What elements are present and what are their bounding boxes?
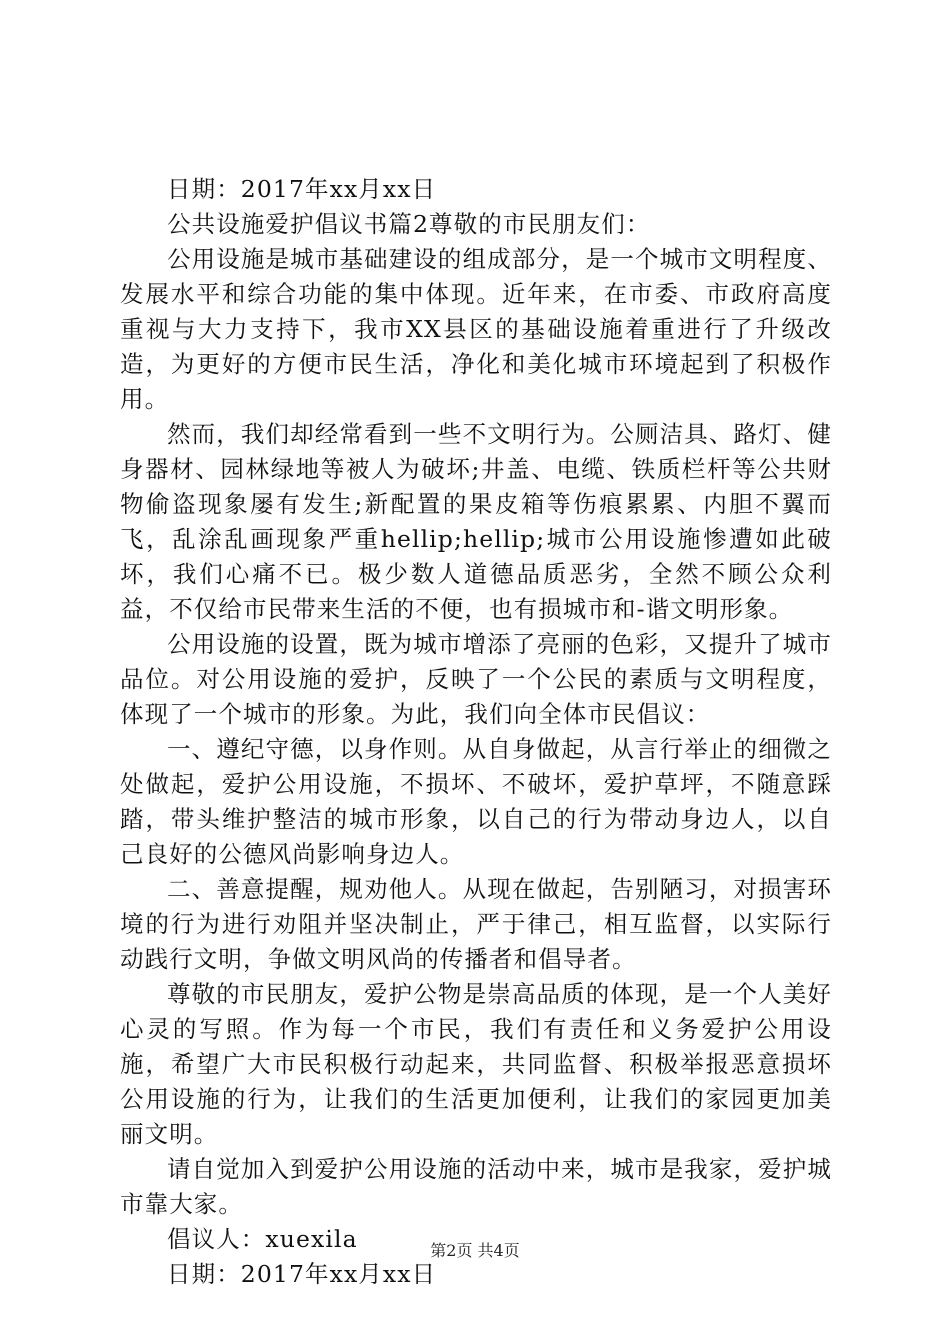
heading-line: 公共设施爱护倡议书篇2尊敬的市民朋友们：	[167, 210, 651, 238]
date-line-top: 日期：2017年xx月xx日	[167, 175, 437, 203]
paragraph-problems: 然而，我们却经常看到一些不文明行为。公厕洁具、路灯、健身器材、园林绿地等被人为破坏;井盖、电缆、铁质栏杆等公共财物偷盗现象屡有发生;新配置的果皮箱等伤痕累累、内胆不翼而飞，乱涂乱画现象严重hellip;hellip;城市公用设施惨遭如此破坏，我们心痛不已。极少数人道德品质恶劣，全然不顾公众利益，不仅给市民带来生活的不便，也有损城市和-谐文明形象。	[120, 420, 832, 623]
paragraph-appeal: 尊敬的市民朋友，爱护公物是崇高品质的体现，是一个人美好心灵的写照。作为每一个市民，我们有责任和义务爱护公用设施，希望广大市民积极行动起来，共同监督、积极举报恶意损坏公用设施的行为，让我们的生活更加便利，让我们的家园更加美丽文明。	[120, 980, 832, 1148]
document-body	[120, 172, 832, 1292]
date-line-bottom: 日期：2017年xx月xx日	[167, 1260, 437, 1288]
paragraph-point-one: 一、遵纪守德，以身作则。从自身做起，从言行举止的细微之处做起，爱护公用设施，不损坏、不破坏，爱护草坪，不随意踩踏，带头维护整洁的城市形象，以自己的行为带动身边人，以自己良好的公德风尚影响身边人。	[120, 735, 832, 868]
paragraph-proposal: 公用设施的设置，既为城市增添了亮丽的色彩，又提升了城市品位。对公用设施的爱护，反映了一个公民的素质与文明程度，体现了一个城市的形象。为此，我们向全体市民倡议：	[120, 630, 832, 728]
paragraph-closing: 请自觉加入到爱护公用设施的活动中来，城市是我家，爱护城市靠大家。	[120, 1155, 832, 1218]
proposer-line: 倡议人：xuexila	[167, 1225, 358, 1253]
paragraph-point-two: 二、善意提醒，规劝他人。从现在做起，告别陋习，对损害环境的行为进行劝阻并坚决制止，严于律己，相互监督，以实际行动践行文明，争做文明风尚的传播者和倡导者。	[120, 875, 832, 973]
paragraph-intro: 公用设施是城市基础建设的组成部分，是一个城市文明程度、发展水平和综合功能的集中体现。近年来，在市委、市政府高度重视与大力支持下，我市XX县区的基础设施着重进行了升级改造，为更好的方便市民生活，净化和美化城市环境起到了积极作用。	[120, 245, 832, 413]
page-number-footer: 第2页 共4页	[430, 1241, 520, 1260]
